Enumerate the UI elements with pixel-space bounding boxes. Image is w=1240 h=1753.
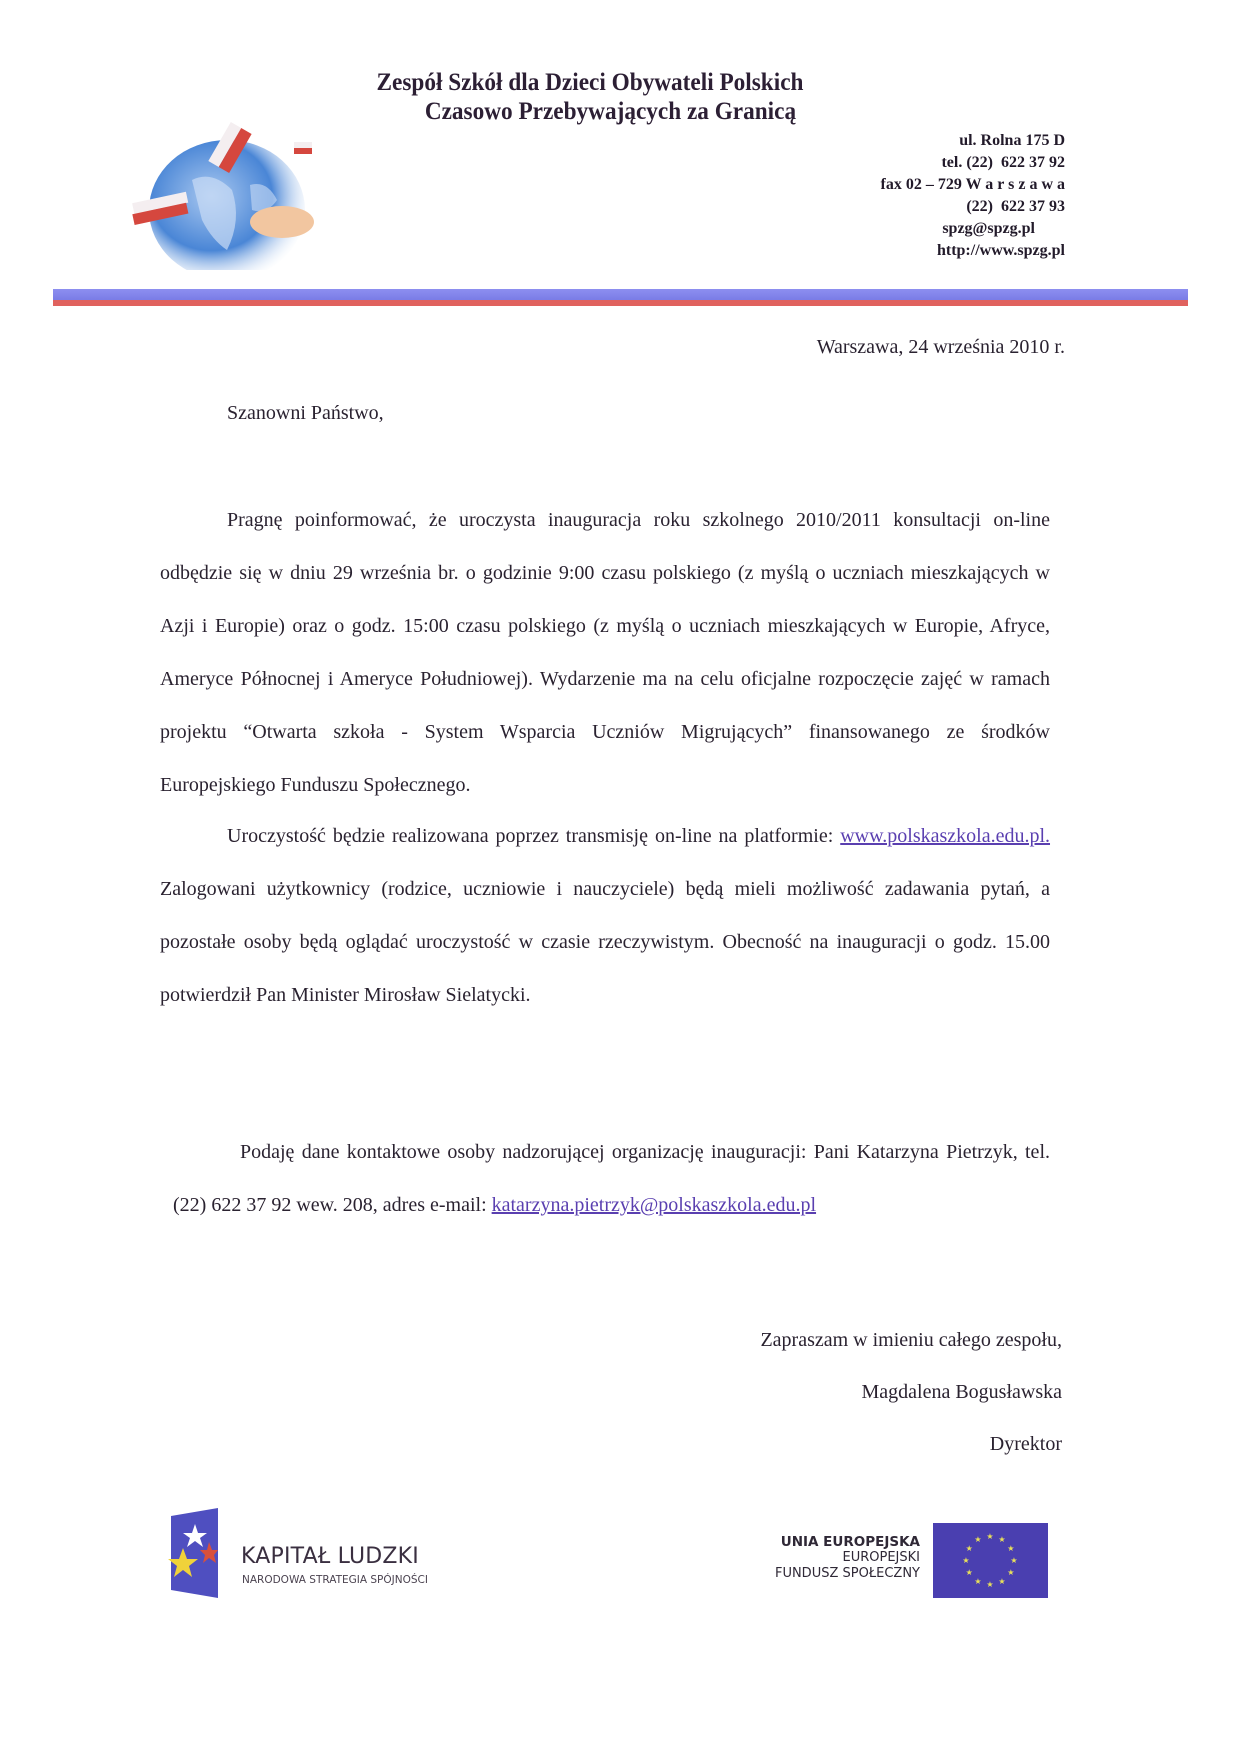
paragraph-platform <box>160 810 1050 1022</box>
eu-star-icon: ★ <box>965 1568 973 1577</box>
address-phone-2: (22) 622 37 93 <box>966 198 1065 215</box>
eu-star-icon: ★ <box>1007 1568 1015 1577</box>
eu-star-icon: ★ <box>986 1532 994 1541</box>
paragraph-2-text-b: Zalogowani użytkownicy (rodzice, uczniowie i nauczyciele) będą mieli możliwość zadawania pytań, a pozostałe osoby będą oglądać uroczystość w czasie rzeczywistym. Obecność na inauguracji o godz. 15.00 potwierdził Pan Minister Mirosław Sielatycki. <box>160 878 1050 1006</box>
eu-star-icon: ★ <box>974 1535 982 1545</box>
kapital-ludzki-subtitle: NARODOWA STRATEGIA SPÓJNOŚCI <box>242 1574 428 1586</box>
kapital-ludzki-title: KAPITAŁ LUDZKI <box>241 1544 419 1569</box>
eu-star-icon: ★ <box>1010 1556 1018 1565</box>
closing-block <box>760 1314 1062 1470</box>
eu-star-icon: ★ <box>1007 1544 1015 1553</box>
eu-star-icon: ★ <box>986 1580 994 1589</box>
school-name-line-2: Czasowo Przebywających za Granicą <box>424 98 797 125</box>
address-phone: tel. (22) 622 37 92 <box>941 154 1065 171</box>
platform-link[interactable]: www.polskaszkola.edu.pl. <box>840 825 1051 847</box>
school-name-heading <box>358 68 823 126</box>
paragraph-3-text: Podaję dane kontaktowe osoby nadzorującej organizację inauguracji: Pani Katarzyna Pietrzyk, tel. (22) 622 37 92 wew. 208, adres e-mail: <box>173 1141 1050 1216</box>
school-name-line-1: Zespół Szkół dla Dzieci Obywateli Polskich <box>376 69 804 96</box>
letter-date: Warszawa, 24 września 2010 r. <box>816 336 1065 358</box>
eu-fund-text <box>775 1534 920 1582</box>
eu-star-icon: ★ <box>998 1535 1006 1545</box>
address-fax-city: fax 02 – 729 W a r s z a w a <box>880 176 1065 193</box>
paragraph-announcement <box>160 494 1050 812</box>
closing-line: Zapraszam w imieniu całego zespołu, <box>760 1329 1062 1351</box>
eu-line-1: UNIA EUROPEJSKA <box>780 1534 920 1550</box>
address-website[interactable]: http://www.spzg.pl <box>936 242 1065 259</box>
header-divider-blue <box>53 289 1188 300</box>
eu-line-2: EUROPEJSKI <box>842 1550 920 1565</box>
kapital-ludzki-stars-flag-icon <box>165 1508 218 1598</box>
signatory-name: Magdalena Bogusławska <box>861 1381 1062 1403</box>
paragraph-2-text-a: Uroczystość będzie realizowana poprzez transmisję on-line na platformie: <box>227 825 834 847</box>
eu-flag-icon <box>933 1523 1048 1598</box>
header-divider-red <box>53 300 1188 306</box>
signatory-role: Dyrektor <box>989 1433 1062 1455</box>
address-email[interactable]: spzg@spzg.pl <box>942 220 1035 237</box>
eu-star-icon: ★ <box>998 1576 1006 1586</box>
school-logo-globe-icon <box>132 100 322 270</box>
school-contact-block <box>881 130 1065 262</box>
eu-star-icon: ★ <box>962 1556 970 1565</box>
paragraph-contact <box>173 1126 1050 1232</box>
contact-email-link[interactable]: katarzyna.pietrzyk@polskaszkola.edu.pl <box>491 1194 817 1216</box>
letter-greeting: Szanowni Państwo, <box>227 402 384 424</box>
eu-line-3: FUNDUSZ SPOŁECZNY <box>774 1566 920 1581</box>
eu-star-icon: ★ <box>974 1576 982 1586</box>
paragraph-1-text: Pragnę poinformować, że uroczysta inauguracja roku szkolnego 2010/2011 konsultacji on-line odbędzie się w dniu 29 września br. o godzinie 9:00 czasu polskiego (z myślą o uczniach mieszkających w Azji i Europie) oraz o godz. 15:00 czasu polskiego (z myślą o uczniach mieszkających w Europie, Afryce, Ameryce Północnej i Ameryce Południowej). Wydarzenie ma na celu oficjalne rozpoczęcie zajęć w ramach projektu “Otwarta szkoła - System Wsparcia Uczniów Migrujących” finansowanego ze środków Europejskiego Funduszu Społecznego. <box>160 509 1050 796</box>
eu-star-icon: ★ <box>965 1544 973 1553</box>
address-street: ul. Rolna 175 D <box>959 132 1065 149</box>
